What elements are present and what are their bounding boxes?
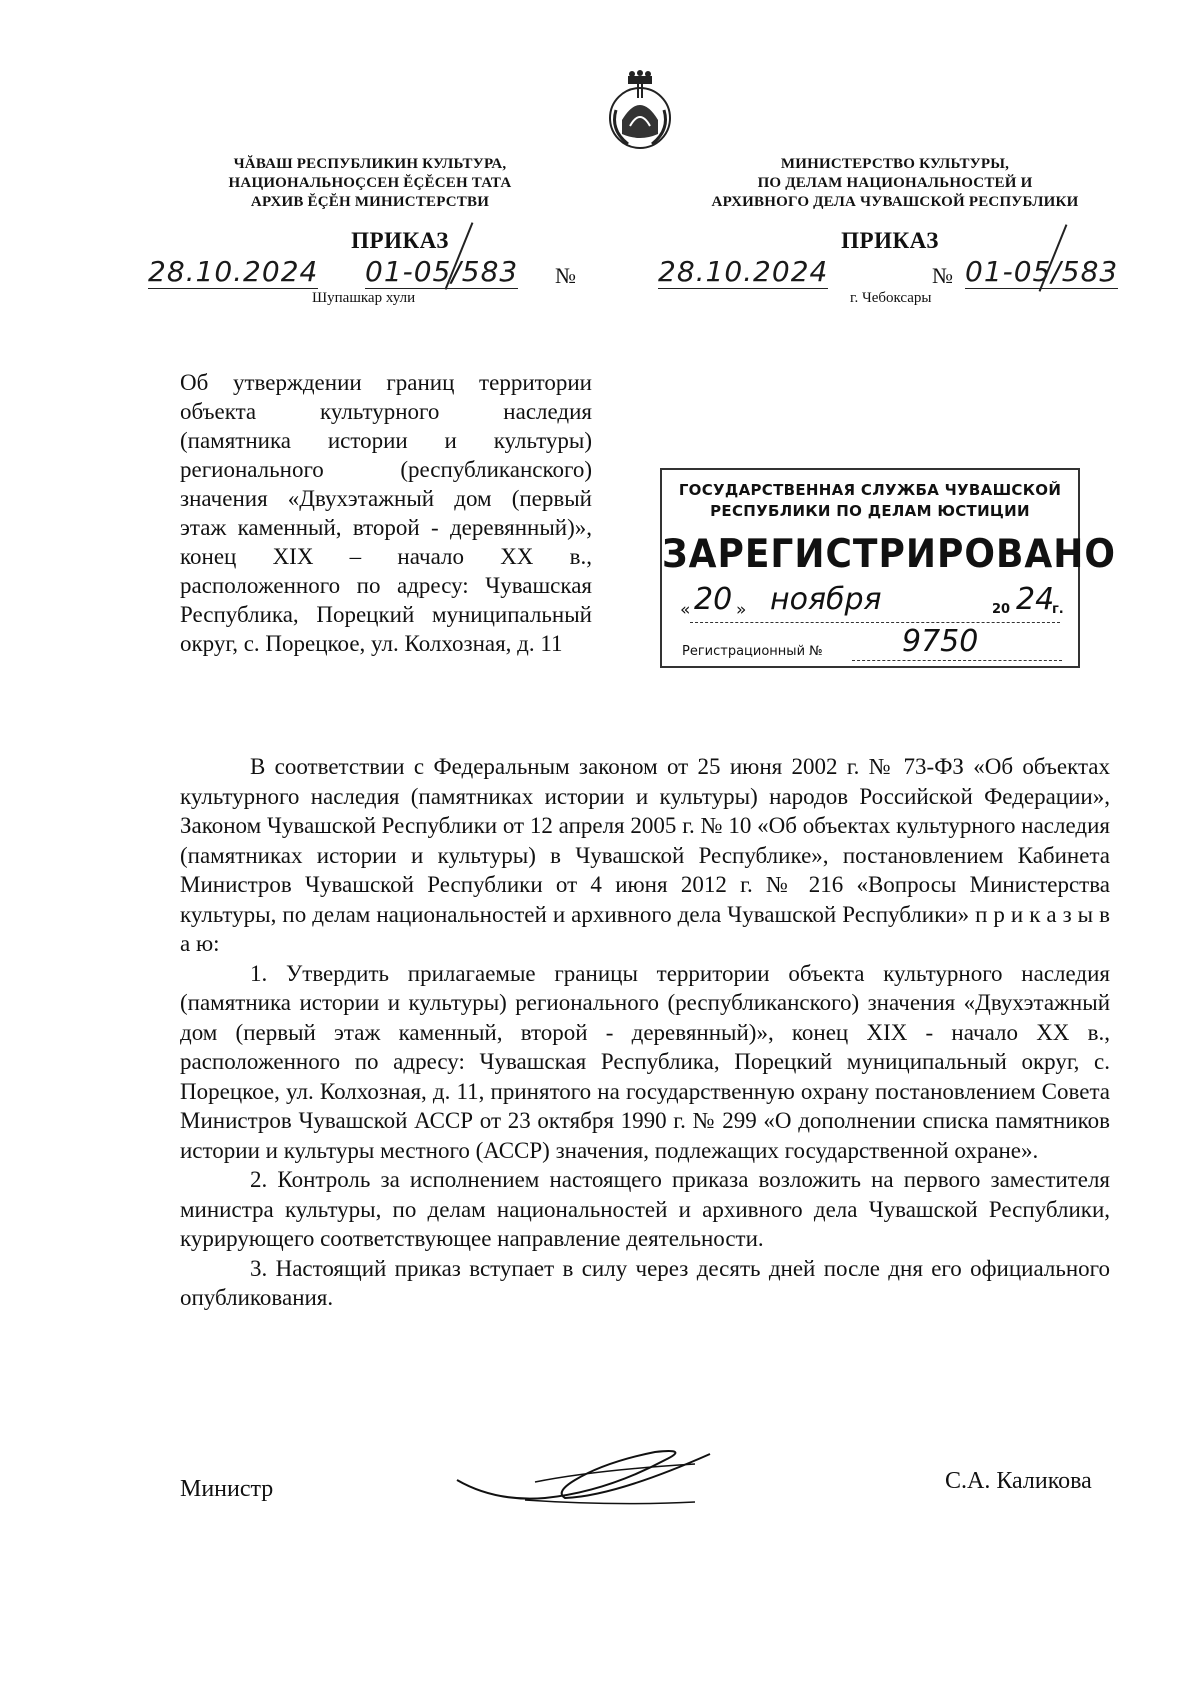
body-paragraph: 3. Настоящий приказ вступает в силу через десять дней после дня его официального опубликования. xyxy=(180,1255,1110,1310)
stamp-quote-open: « xyxy=(680,600,691,620)
signatory-name: С.А. Каликова xyxy=(945,1468,1092,1494)
stamp-date-line xyxy=(690,622,1060,623)
header-line: ЧĂВАШ РЕСПУБЛИКИН КУЛЬТУРА, xyxy=(233,156,507,172)
handwritten-number-left: 01-05/583 xyxy=(365,255,519,288)
stamp-org-line: ГОСУДАРСТВЕННАЯ СЛУЖБА ЧУВАШСКОЙ xyxy=(678,481,1062,499)
stamp-day: 20 xyxy=(694,582,733,617)
header-line: НАЦИОНАЛЬНОÇСЕН ĔÇĔСЕН ТАТА xyxy=(228,175,512,191)
stamp-quote-close: » xyxy=(736,600,747,620)
stamp-date xyxy=(680,582,1064,622)
number-sign-left: № xyxy=(555,263,576,288)
order-subject: Об утверждении границ территории объекта культурного наследия (памятника истории и культуры) регионального (республиканского) значения «Двухэтажный дом (первый этаж каменный, второй - деревянный)», конец XIX – начало XX в., расположенного по адресу: Чувашская Республика, Порецкий муниципальный округ, с. Порецкое, ул. Колхозная, д. 11 xyxy=(180,370,592,656)
stamp-status: ЗАРЕГИСТРИРОВАНО xyxy=(662,531,1116,578)
order-body xyxy=(180,752,1110,1313)
stamp-org-line: РЕСПУБЛИКИ ПО ДЕЛАМ ЮСТИЦИИ xyxy=(710,502,1030,520)
ministry-name-chuvash xyxy=(200,155,540,212)
header-line: ПО ДЕЛАМ НАЦИОНАЛЬНОСТЕЙ И xyxy=(757,175,1033,191)
place-russian: г. Чебоксары xyxy=(850,290,932,306)
handwritten-date-left: 28.10.2024 xyxy=(148,255,319,288)
handwritten-date-right: 28.10.2024 xyxy=(658,255,829,288)
stamp-registration-number xyxy=(682,624,1066,662)
stamp-year-unit: г. xyxy=(1052,602,1064,617)
body-paragraph: 2. Контроль за исполнением настоящего приказа возложить на первого заместителя министра культуры, по делам национальностей и архивного дела Чувашской Республики, курирующего соответствующее направление деятельности. xyxy=(180,1167,1110,1251)
stamp-organization xyxy=(662,480,1078,522)
signatory-title: Министр xyxy=(180,1476,274,1502)
doc-type-right: ПРИКАЗ xyxy=(841,228,939,253)
header-line: АРХИВ ĔÇĔН МИНИСТЕРСТВИ xyxy=(250,194,490,210)
handwritten-number-right: 01-05/583 xyxy=(965,255,1119,288)
number-sign-right: № xyxy=(932,263,953,288)
handwritten-signature xyxy=(455,1440,715,1520)
doc-type-left: ПРИКАЗ xyxy=(351,228,449,253)
registration-stamp xyxy=(660,468,1116,668)
stamp-reg-line xyxy=(852,660,1062,661)
stamp-year-prefix: 20 xyxy=(992,602,1011,617)
place-chuvash: Шупашкар хули xyxy=(312,290,416,306)
stamp-year: 24 xyxy=(1016,582,1055,617)
body-paragraph: 1. Утвердить прилагаемые границы территории объекта культурного наследия (памятника истории и культуры) регионального (республиканского) значения «Двухэтажный дом (первый этаж каменный, второй - деревянный)», конец XIX - начало XX в., расположенного по адресу: Чувашская Республика, Порецкий муниципальный округ, с. Порецкое, ул. Колхозная, д. 11, принятого на государственную охрану постановлением Совета Министров Чувашской АССР от 23 октября 1990 г. № 299 «О дополнении списка памятников истории и культуры местного (АССР) значения, подлежащих государственной охране». xyxy=(180,960,1110,1163)
stamp-reg-label: Регистрационный № xyxy=(682,644,823,659)
coat-of-arms-icon xyxy=(600,70,680,152)
stamp-month: ноября xyxy=(770,582,882,617)
body-paragraph: В соответствии с Федеральным законом от 25 июня 2002 г. № 73-ФЗ «Об объектах культурного наследия (памятниках истории и культуры) народов Российской Федерации», Законом Чувашской Республики от 12 апреля 2005 г. № 10 «Об объектах культурного наследия (памятниках истории и культуры) в Чувашской Республике», постановлением Кабинета Министров Чувашской Республики от 4 июня 2012 г. № 216 «Вопросы Министерства культуры, по делам национальностей и архивного дела Чувашской Республики» п р и к а з ы в а ю: xyxy=(180,754,1110,956)
ministry-name-russian xyxy=(695,155,1095,212)
stamp-reg-number: 9750 xyxy=(902,624,979,659)
header-line: АРХИВНОГО ДЕЛА ЧУВАШСКОЙ РЕСПУБЛИКИ xyxy=(711,194,1079,210)
header-line: МИНИСТЕРСТВО КУЛЬТУРЫ, xyxy=(780,156,1010,172)
